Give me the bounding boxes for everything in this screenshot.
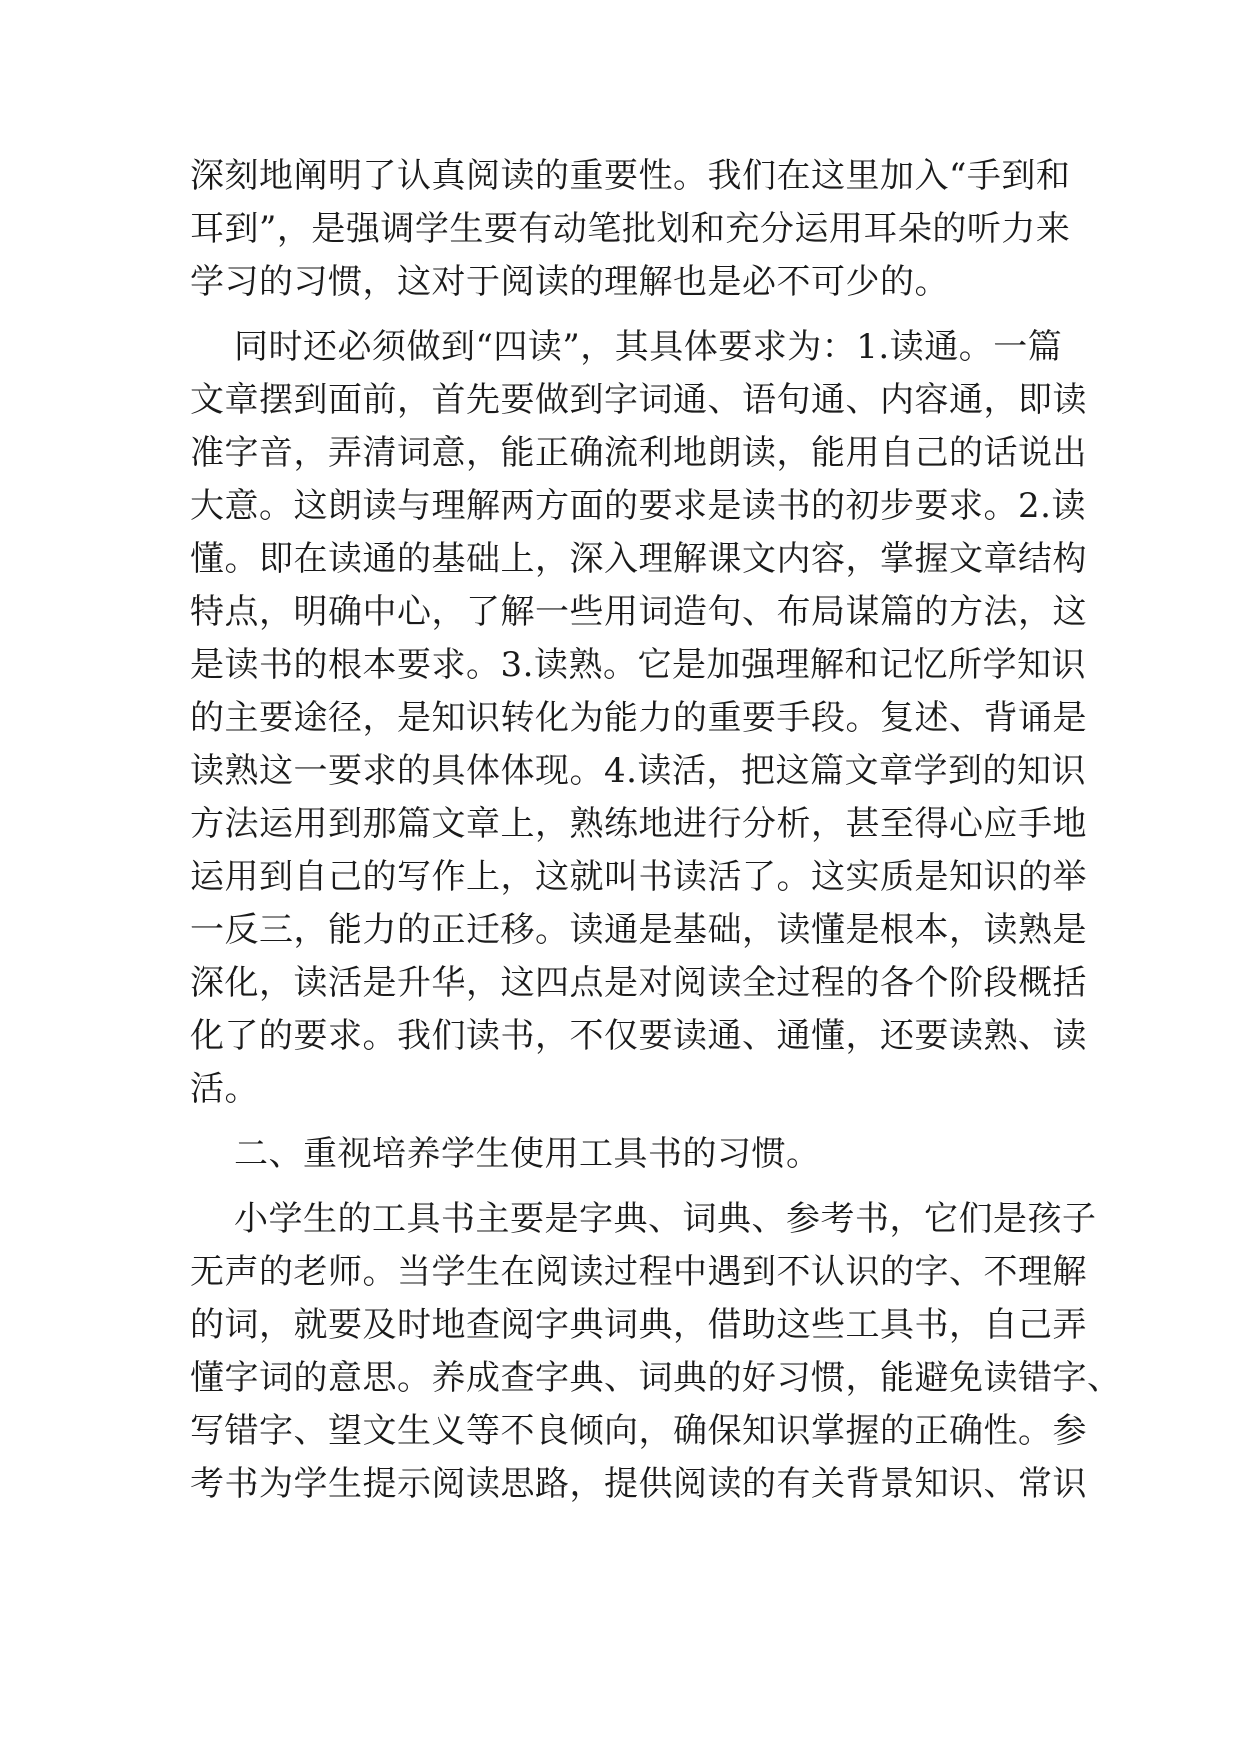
text-line: 活。 bbox=[190, 1069, 259, 1109]
text-line: 深刻地阐明了认真阅读的重要性。我们在这里加入“手到和 bbox=[190, 156, 1071, 196]
paragraph-gap bbox=[190, 309, 1054, 321]
text-line: 特点，明确中心，了解一些用词造句、布局谋篇的方法，这 bbox=[190, 592, 1087, 632]
text-line: 方法运用到那篇文章上，熟练地进行分析，甚至得心应手地 bbox=[190, 804, 1087, 844]
text-line: 化了的要求。我们读书，不仅要读通、通懂，还要读熟、读 bbox=[190, 1016, 1087, 1056]
text-line: 运用到自己的写作上，这就叫书读活了。这实质是知识的举 bbox=[190, 857, 1087, 897]
paragraph-gap bbox=[190, 1181, 1054, 1193]
text-line: 读熟这一要求的具体体现。4.读活，把这篇文章学到的知识 bbox=[190, 751, 1086, 791]
text-line: 准字音，弄清词意，能正确流利地朗读，能用自己的话说出 bbox=[190, 433, 1087, 473]
text-line: 写错字、望文生义等不良倾向，确保知识掌握的正确性。参 bbox=[190, 1411, 1087, 1451]
text-line: 耳到”，是强调学生要有动笔批划和充分运用耳朵的听力来 bbox=[190, 209, 1071, 249]
body-text bbox=[190, 150, 1122, 1511]
text-line: 懂。即在读通的基础上，深入理解课文内容，掌握文章结构 bbox=[190, 539, 1087, 579]
text-line: 学习的习惯，这对于阅读的理解也是必不可少的。 bbox=[190, 262, 949, 302]
text-line: 深化，读活是升华，这四点是对阅读全过程的各个阶段概括 bbox=[190, 963, 1087, 1003]
paragraph-gap bbox=[190, 1116, 1054, 1128]
text-line: 同时还必须做到“四读”，其具体要求为：1.读通。一篇 bbox=[234, 327, 1063, 367]
text-line: 大意。这朗读与理解两方面的要求是读书的初步要求。2.读 bbox=[190, 486, 1086, 526]
text-line: 无声的老师。当学生在阅读过程中遇到不认识的字、不理解 bbox=[190, 1252, 1087, 1292]
text-line: 考书为学生提示阅读思路，提供阅读的有关背景知识、常识 bbox=[190, 1464, 1087, 1504]
section-heading: 二、重视培养学生使用工具书的习惯。 bbox=[234, 1134, 821, 1174]
text-line: 文章摆到面前，首先要做到字词通、语句通、内容通，即读 bbox=[190, 380, 1087, 420]
text-line: 是读书的根本要求。3.读熟。它是加强理解和记忆所学知识 bbox=[190, 645, 1086, 685]
text-line: 懂字词的意思。养成查字典、词典的好习惯，能避免读错字、 bbox=[190, 1358, 1122, 1398]
text-line: 一反三，能力的正迁移。读通是基础，读懂是根本，读熟是 bbox=[190, 910, 1087, 950]
text-line: 的词，就要及时地查阅字典词典，借助这些工具书，自己弄 bbox=[190, 1305, 1087, 1345]
text-line: 的主要途径，是知识转化为能力的重要手段。复述、背诵是 bbox=[190, 698, 1087, 738]
text-line: 小学生的工具书主要是字典、词典、参考书，它们是孩子 bbox=[234, 1199, 1097, 1239]
